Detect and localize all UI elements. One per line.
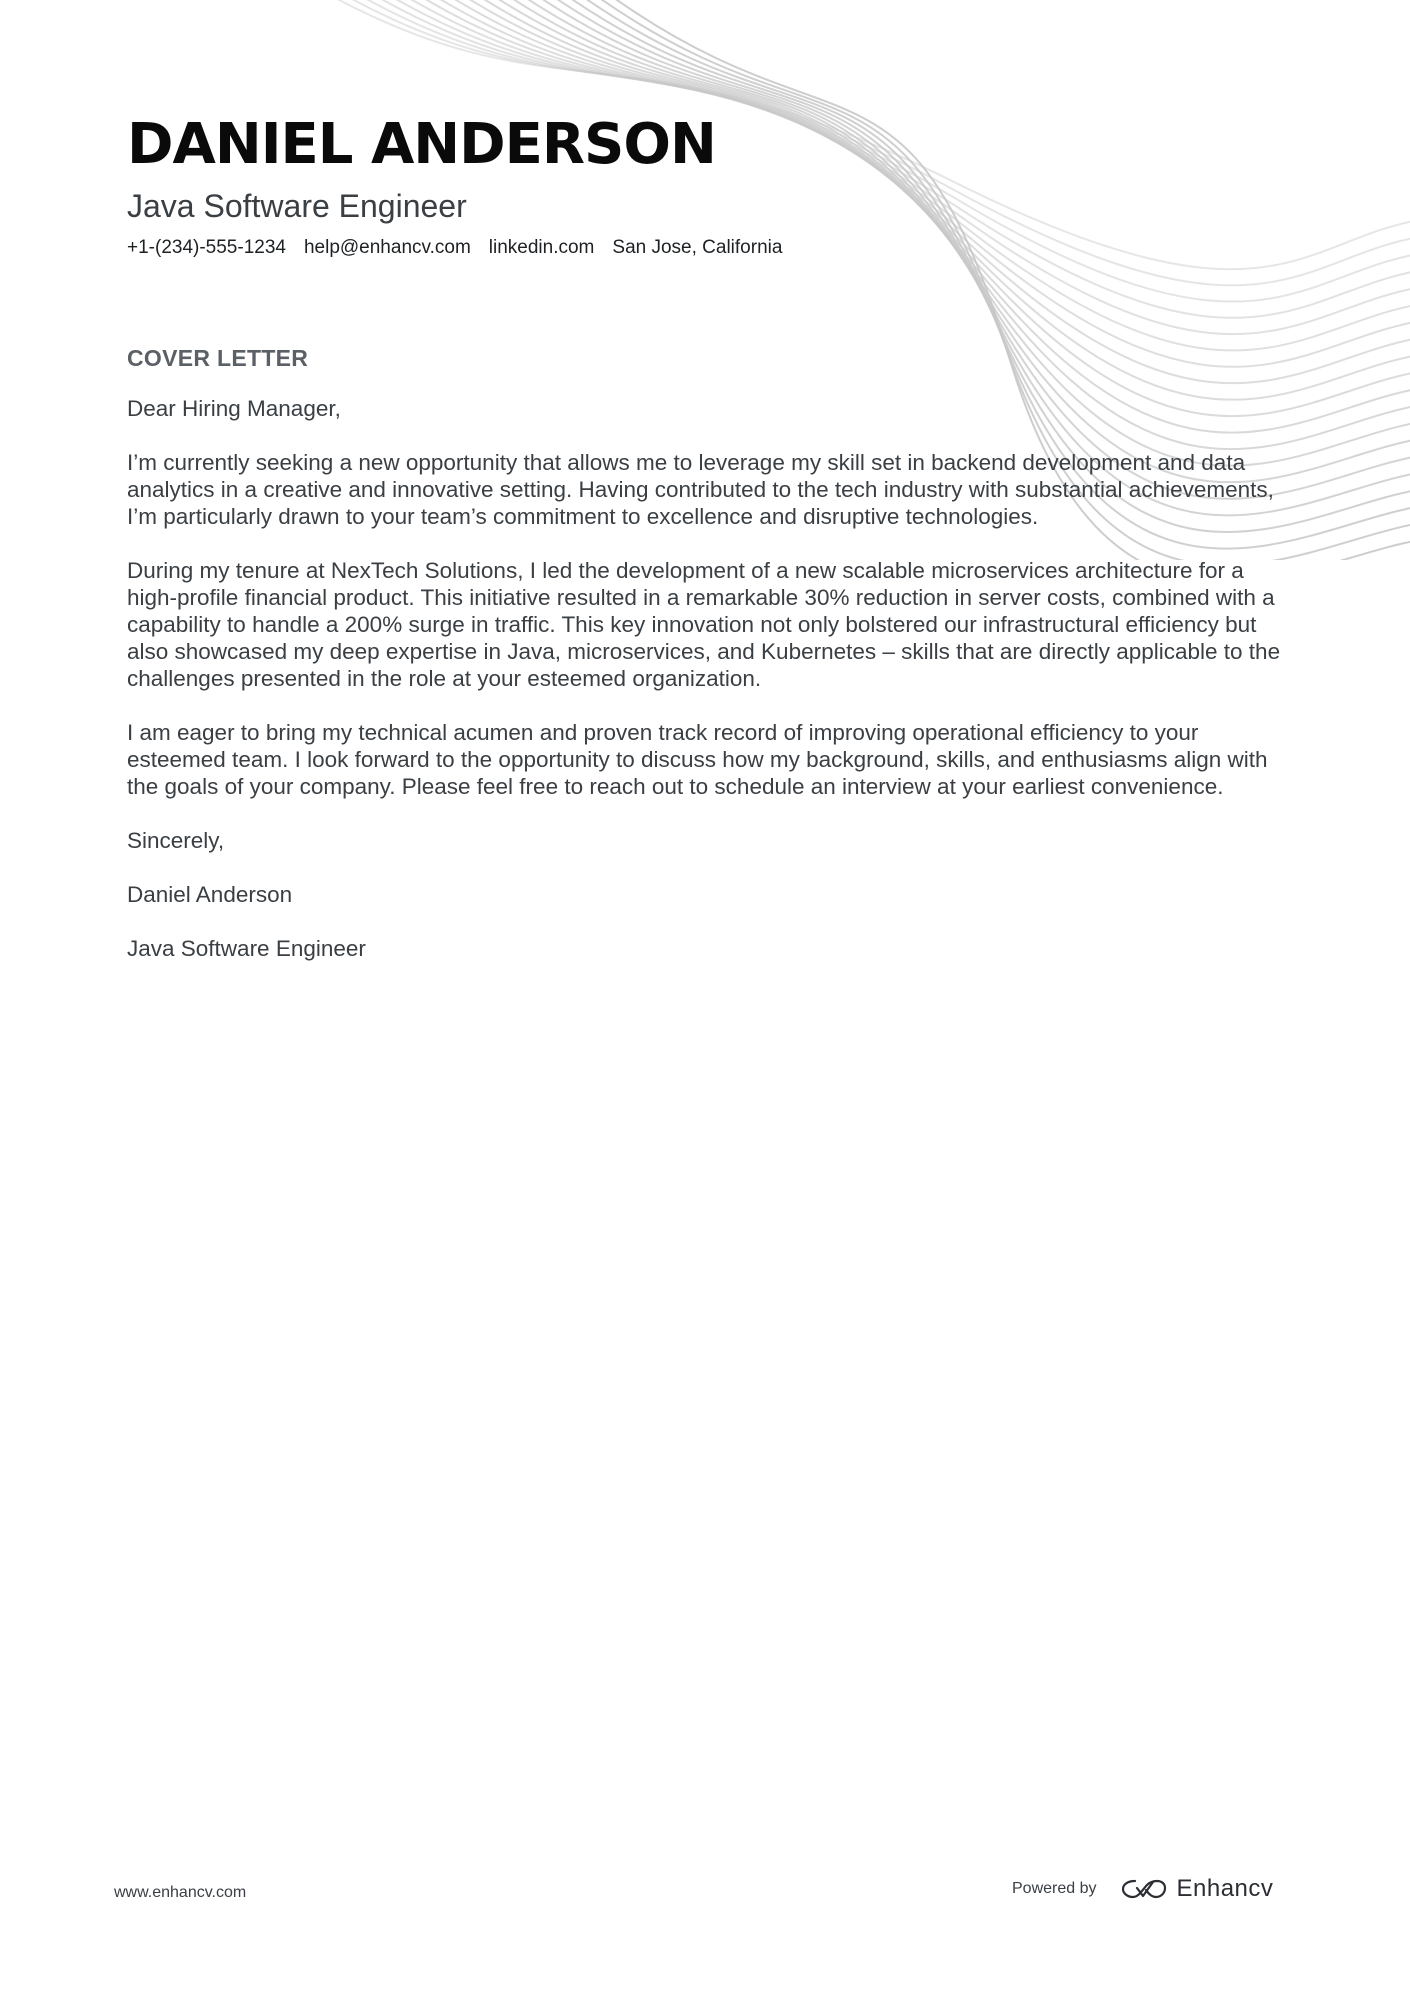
signature-name: Daniel Anderson (127, 882, 293, 907)
enhancv-logo-icon (1121, 1876, 1167, 1902)
candidate-name: DANIEL ANDERSON (127, 112, 716, 177)
brand-logo (1121, 1875, 1274, 1903)
letter-body (127, 395, 1287, 962)
footer-branding[interactable] (1012, 1872, 1273, 1906)
contact-location: San Jose, California (612, 237, 783, 258)
letter-paragraph-2: During my tenure at NexTech Solutions, I led the development of a new scalable microservices architecture for a high-profile financial product. This initiative resulted in a remarkable 30% reduction in server costs, combined with a capability to handle a 200% surge in traffic. This key innovation not only bolstered our infrastructural efficiency but also showcased my deep expertise in Java, microservices, and Kubernetes – skills that are directly applicable to the challenges presented in the role at your esteemed organization. (127, 558, 1281, 691)
candidate-title: Java Software Engineer (127, 188, 467, 224)
powered-by-label: Powered by (1012, 1880, 1097, 1897)
letter-greeting: Dear Hiring Manager, (127, 396, 341, 421)
section-title: COVER LETTER (127, 345, 309, 371)
signature-title: Java Software Engineer (127, 936, 366, 961)
brand-name: Enhancv (1176, 1875, 1274, 1902)
letter-paragraph-3: I am eager to bring my technical acumen and proven track record of improving operational efficiency to your esteemed team. I look forward to the opportunity to discuss how my background, skills, and enthusiasms align with the goals of your company. Please feel free to reach out to schedule an interview at your earliest convenience. (127, 720, 1268, 799)
contact-row (127, 236, 1287, 260)
footer-website[interactable]: www.enhancv.com (114, 1884, 247, 1901)
contact-linkedin[interactable]: linkedin.com (488, 237, 595, 258)
cover-letter-page (127, 108, 1287, 989)
letter-paragraph-1: I’m currently seeking a new opportunity that allows me to leverage my skill set in backend development and data analytics in a creative and innovative setting. Having contributed to the tech industry with substantial achievements, I’m particularly drawn to your team’s commitment to excellence and disruptive technologies. (127, 450, 1274, 529)
contact-email[interactable]: help@enhancv.com (303, 237, 471, 258)
letter-closing: Sincerely, (127, 828, 225, 853)
contact-phone: +1-(234)-555-1234 (127, 237, 286, 258)
